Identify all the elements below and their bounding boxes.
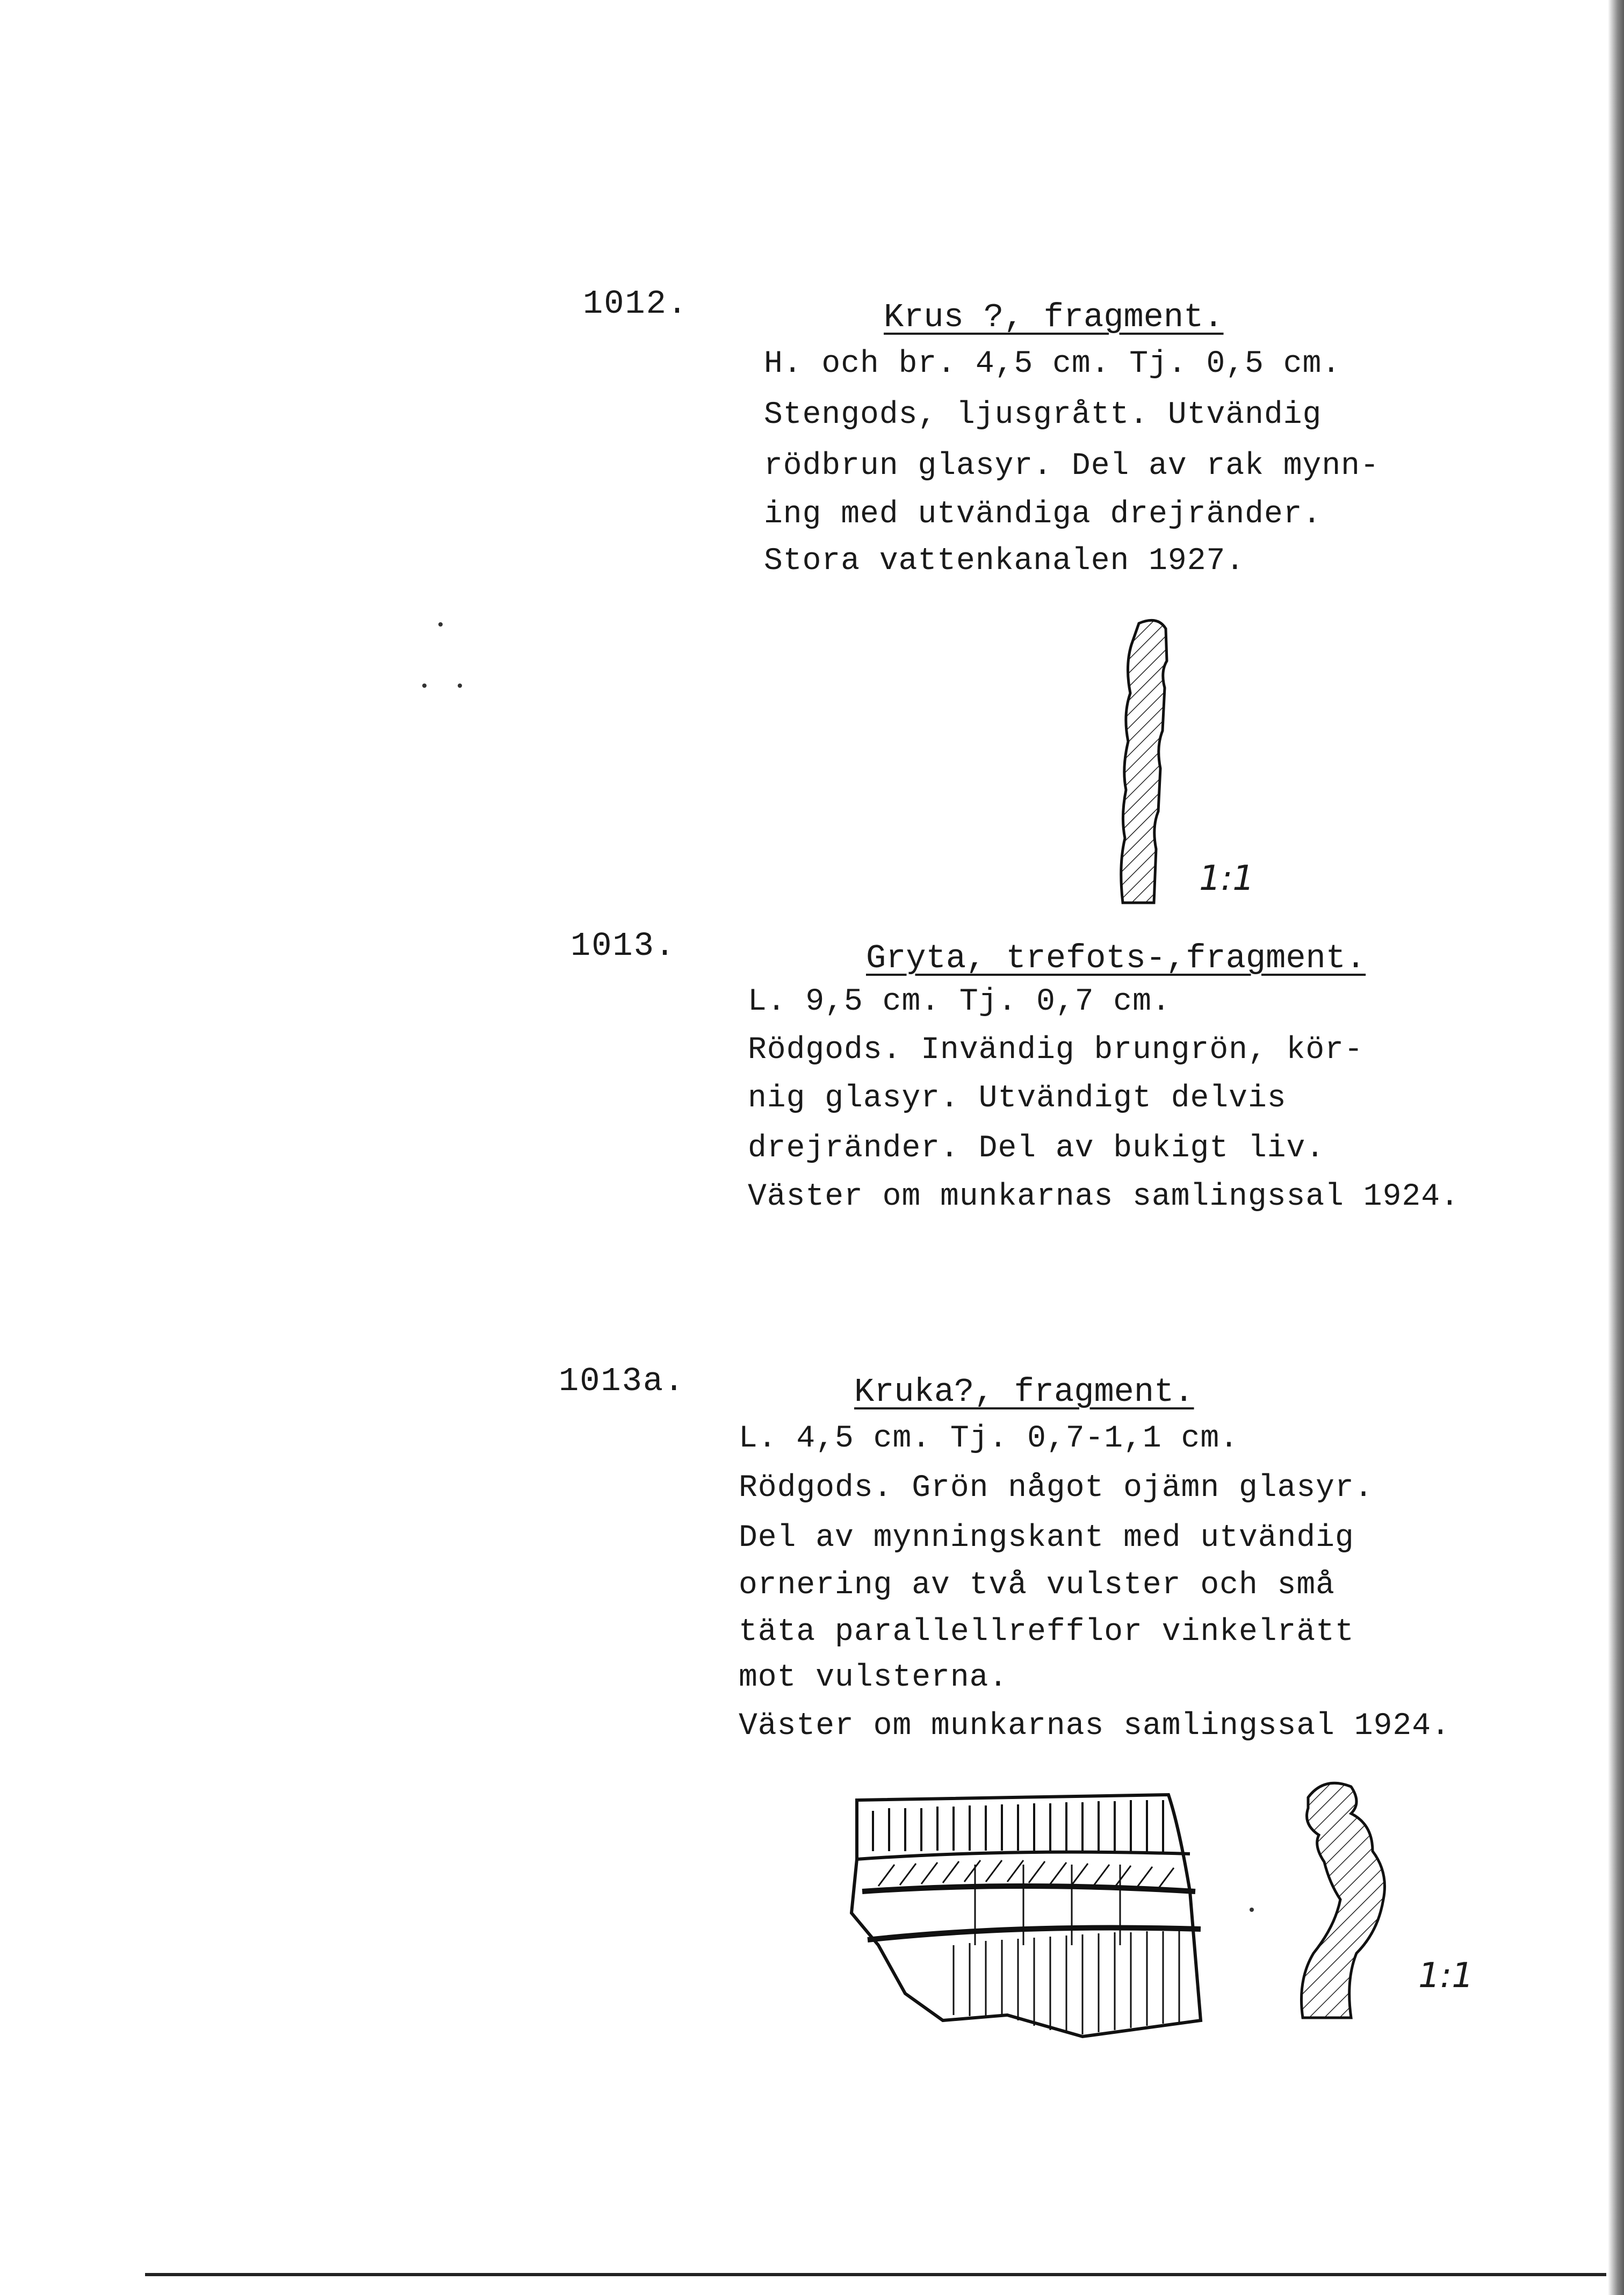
page-speck <box>438 622 443 627</box>
entry-line: L. 9,5 cm. Tj. 0,7 cm. <box>748 984 1171 1019</box>
entry-line: mot vulsterna. <box>739 1660 1008 1695</box>
entry-line: rödbrun glasyr. Del av rak mynn- <box>764 449 1380 484</box>
entry-line: ornering av två vulster och små <box>739 1568 1335 1603</box>
entry-line: Rödgods. Invändig brungrön, kör- <box>748 1033 1363 1068</box>
catalog-number: 1012. <box>583 285 689 323</box>
entry-line: drejränder. Del av bukigt liv. <box>748 1131 1325 1166</box>
page-speck <box>422 684 427 688</box>
entry-title: Gryta, trefots-,fragment. <box>866 939 1366 977</box>
entry-line: täta parallellrefflor vinkelrätt <box>739 1615 1354 1650</box>
entry-title: Kruka?, fragment. <box>854 1373 1194 1411</box>
entry-line: Stengods, ljusgrått. Utvändig <box>764 398 1322 433</box>
scale-label: 1:1 <box>1199 859 1254 898</box>
page-speck <box>458 684 462 688</box>
entry-line: L. 4,5 cm. Tj. 0,7-1,1 cm. <box>739 1421 1239 1456</box>
entry-line: ing med utvändiga drejränder. <box>764 497 1322 532</box>
entry-line: Rödgods. Grön något ojämn glasyr. <box>739 1471 1374 1506</box>
rim-fragment-drawing <box>846 1784 1211 2042</box>
entry-line: Väster om munkarnas samlingssal 1924. <box>748 1179 1460 1214</box>
catalog-number: 1013. <box>571 927 676 965</box>
catalog-number: 1013a. <box>559 1362 685 1400</box>
entry-line: H. och br. 4,5 cm. Tj. 0,5 cm. <box>764 347 1341 382</box>
entry-line: nig glasyr. Utvändigt delvis <box>748 1081 1287 1116</box>
entry-line: Stora vattenkanalen 1927. <box>764 544 1245 579</box>
scale-label: 1:1 <box>1418 1956 1474 1996</box>
entry-line: Väster om munkarnas samlingssal 1924. <box>739 1709 1450 1744</box>
page-edge-shadow <box>1608 0 1624 2295</box>
rim-cross-section-drawing <box>1292 1776 1399 2028</box>
page-speck <box>1250 1908 1254 1912</box>
bottom-rule <box>145 2273 1606 2276</box>
entry-line: Del av mynningskant med utvändig <box>739 1521 1354 1556</box>
rim-profile-drawing <box>1107 613 1182 913</box>
entry-title: Krus ?, fragment. <box>884 298 1224 336</box>
